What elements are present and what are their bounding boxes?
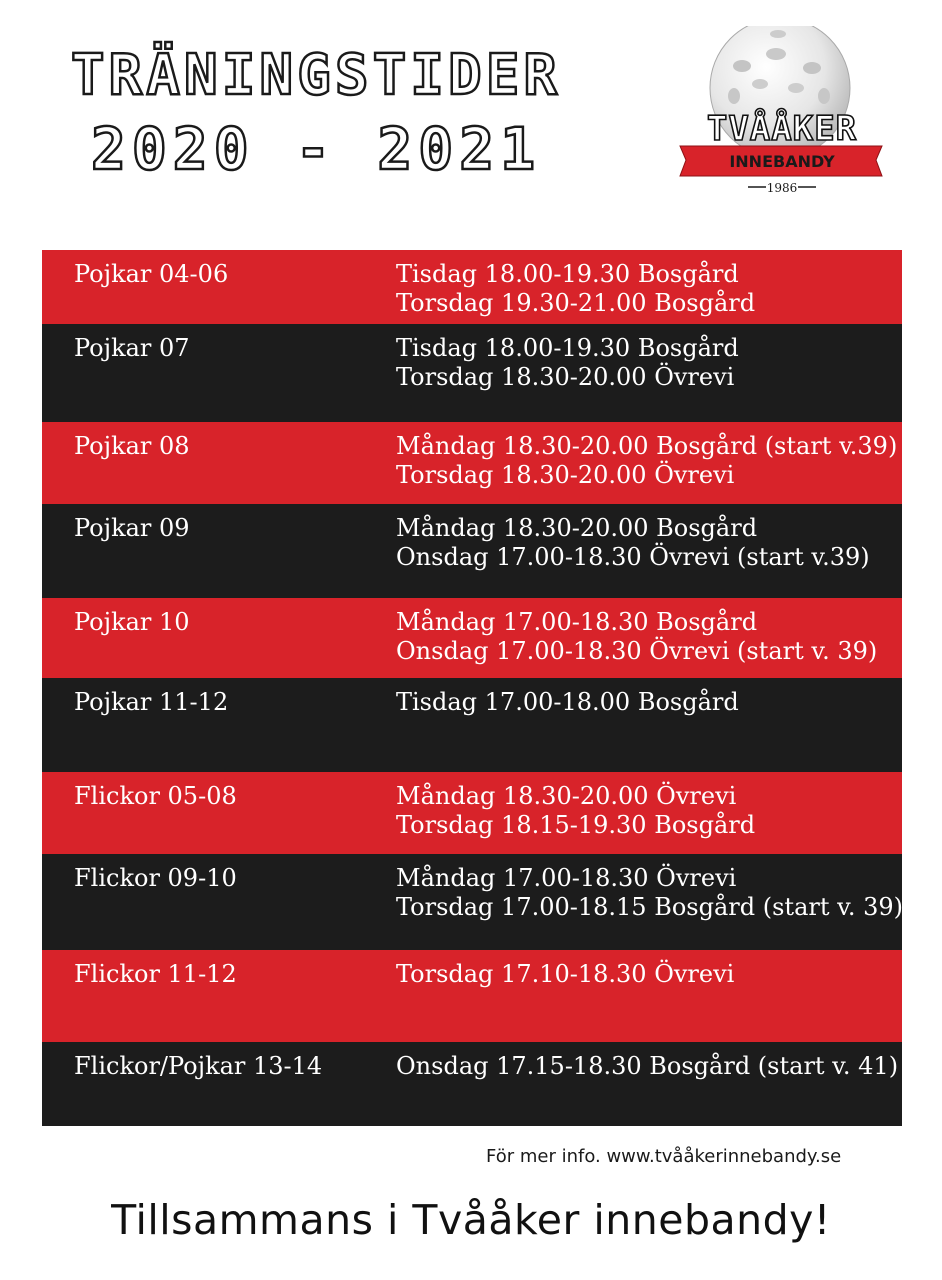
training-times <box>396 514 870 572</box>
training-time: Torsdag 19.30-21.00 Bosgård <box>396 289 756 317</box>
training-times <box>396 608 877 666</box>
group-name: Flickor 09-10 <box>74 864 237 892</box>
schedule-row <box>42 422 902 504</box>
page-title <box>56 43 576 183</box>
schedule-row <box>42 854 902 950</box>
logo-year-text: 1986 <box>766 181 798 195</box>
group-name: Pojkar 04-06 <box>74 260 229 288</box>
training-time: Måndag 18.30-20.00 Bosgård (start v.39) <box>396 432 898 460</box>
title-heading: TRÄNINGSTIDER <box>70 43 562 108</box>
training-time: Tisdag 18.00-19.30 Bosgård <box>396 334 739 362</box>
group-name: Pojkar 08 <box>74 432 190 460</box>
schedule-row <box>42 1042 902 1126</box>
info-link[interactable]: För mer info. www.tvååkerinnebandy.se <box>486 1146 842 1167</box>
slogan: Tillsammans i Tvååker innebandy! <box>111 1196 831 1244</box>
training-time: Onsdag 17.00-18.30 Övrevi (start v. 39) <box>396 637 878 665</box>
group-name: Flickor 05-08 <box>74 782 237 810</box>
training-times <box>396 260 755 318</box>
training-time: Tisdag 18.00-19.30 Bosgård <box>396 260 739 288</box>
logo-name-text: TVÅÅKER <box>706 109 858 149</box>
club-logo <box>676 26 888 196</box>
training-times <box>396 1052 898 1081</box>
training-times <box>396 782 755 840</box>
training-times <box>396 432 897 490</box>
training-times <box>396 688 739 717</box>
training-time: Torsdag 18.30-20.00 Övrevi <box>396 461 735 489</box>
training-time: Torsdag 17.10-18.30 Övrevi <box>396 960 735 988</box>
logo-sub-text: INNEBANDY <box>729 152 835 171</box>
group-name: Flickor 11-12 <box>74 960 237 988</box>
schedule-row <box>42 678 902 772</box>
season-heading: 2020 - 2021 <box>90 115 542 183</box>
training-time: Måndag 17.00-18.30 Bosgård <box>396 608 758 636</box>
training-time: Torsdag 17.00-18.15 Bosgård (start v. 39) <box>396 893 903 921</box>
training-time: Måndag 18.30-20.00 Övrevi <box>396 782 737 810</box>
schedule-table <box>42 250 902 1126</box>
training-time: Tisdag 17.00-18.00 Bosgård <box>396 688 739 716</box>
training-time: Onsdag 17.15-18.30 Bosgård (start v. 41) <box>396 1052 899 1080</box>
schedule-row <box>42 504 902 598</box>
group-name: Pojkar 07 <box>74 334 190 362</box>
group-name: Flickor/Pojkar 13-14 <box>74 1052 323 1080</box>
group-name: Pojkar 10 <box>74 608 190 636</box>
training-times <box>396 864 903 922</box>
floorball-logo-icon <box>676 26 888 196</box>
schedule-row <box>42 250 902 324</box>
training-time: Måndag 17.00-18.30 Övrevi <box>396 864 737 892</box>
training-times <box>396 334 739 392</box>
schedule-row <box>42 598 902 678</box>
schedule-row <box>42 950 902 1042</box>
group-name: Pojkar 09 <box>74 514 190 542</box>
training-times <box>396 960 734 989</box>
training-time: Torsdag 18.30-20.00 Övrevi <box>396 363 735 391</box>
training-time: Måndag 18.30-20.00 Bosgård <box>396 514 758 542</box>
training-time: Torsdag 18.15-19.30 Bosgård <box>396 811 756 839</box>
group-name: Pojkar 11-12 <box>74 688 229 716</box>
training-time: Onsdag 17.00-18.30 Övrevi (start v.39) <box>396 543 870 571</box>
schedule-row <box>42 772 902 854</box>
schedule-row <box>42 324 902 422</box>
